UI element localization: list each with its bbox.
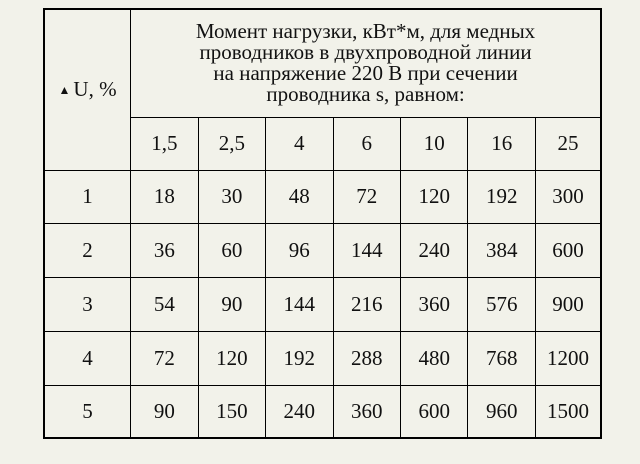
table-row — [44, 277, 601, 331]
cross-section-cell: 6 — [333, 117, 400, 170]
load-moment-cell: 72 — [131, 331, 198, 385]
load-moment-cell: 54 — [131, 277, 198, 331]
load-moment-cell: 384 — [468, 223, 535, 277]
voltage-drop-cell: 2 — [44, 223, 131, 277]
voltage-drop-cell: 3 — [44, 277, 131, 331]
voltage-drop-header — [44, 9, 131, 170]
load-moment-cell: 48 — [266, 170, 333, 223]
load-moment-cell: 150 — [198, 385, 265, 438]
voltage-drop-cell: 4 — [44, 331, 131, 385]
load-moment-cell: 240 — [400, 223, 467, 277]
table-row — [44, 331, 601, 385]
load-moment-cell: 900 — [535, 277, 601, 331]
load-moment-cell: 300 — [535, 170, 601, 223]
cross-section-cell: 4 — [266, 117, 333, 170]
load-moment-cell: 192 — [266, 331, 333, 385]
load-moment-cell: 216 — [333, 277, 400, 331]
load-moment-cell: 144 — [266, 277, 333, 331]
delta-icon: ▲ — [58, 83, 71, 98]
cross-section-cell: 16 — [468, 117, 535, 170]
load-moment-cell: 480 — [400, 331, 467, 385]
voltage-drop-label: U, % — [73, 77, 117, 102]
load-moment-cell: 30 — [198, 170, 265, 223]
load-moment-cell: 144 — [333, 223, 400, 277]
voltage-drop-cell: 1 — [44, 170, 131, 223]
load-moment-cell: 192 — [468, 170, 535, 223]
load-moment-cell: 360 — [333, 385, 400, 438]
load-moment-cell: 60 — [198, 223, 265, 277]
voltage-drop-cell: 5 — [44, 385, 131, 438]
header-row — [44, 9, 601, 117]
load-moment-cell: 120 — [198, 331, 265, 385]
load-moment-cell: 90 — [131, 385, 198, 438]
load-moment-cell: 600 — [400, 385, 467, 438]
load-moment-cell: 360 — [400, 277, 467, 331]
load-moment-table — [43, 8, 602, 439]
load-moment-cell: 1500 — [535, 385, 601, 438]
load-moment-cell: 36 — [131, 223, 198, 277]
load-moment-cell: 768 — [468, 331, 535, 385]
header-line: проводников в двухпроводной линии — [199, 40, 532, 65]
load-moment-cell: 90 — [198, 277, 265, 331]
load-moment-cell: 576 — [468, 277, 535, 331]
table-row — [44, 385, 601, 438]
load-moment-cell: 600 — [535, 223, 601, 277]
table-row — [44, 223, 601, 277]
cross-section-cell: 1,5 — [131, 117, 198, 170]
load-moment-cell: 18 — [131, 170, 198, 223]
load-moment-cell: 96 — [266, 223, 333, 277]
load-moment-cell: 1200 — [535, 331, 601, 385]
load-moment-cell: 960 — [468, 385, 535, 438]
cross-section-cell: 10 — [400, 117, 467, 170]
header-line: Момент нагрузки, кВт*м, для медных — [195, 19, 536, 44]
load-moment-cell: 120 — [400, 170, 467, 223]
load-moment-cell: 288 — [333, 331, 400, 385]
header-line: на напряжение 220 В при сечении — [213, 61, 518, 86]
header-line: проводника s, равном: — [266, 82, 465, 107]
table-row — [44, 170, 601, 223]
load-moment-cell: 72 — [333, 170, 400, 223]
load-moment-cell: 240 — [266, 385, 333, 438]
load-moment-header — [131, 9, 601, 117]
cross-section-cell: 2,5 — [198, 117, 265, 170]
cross-section-cell: 25 — [535, 117, 601, 170]
